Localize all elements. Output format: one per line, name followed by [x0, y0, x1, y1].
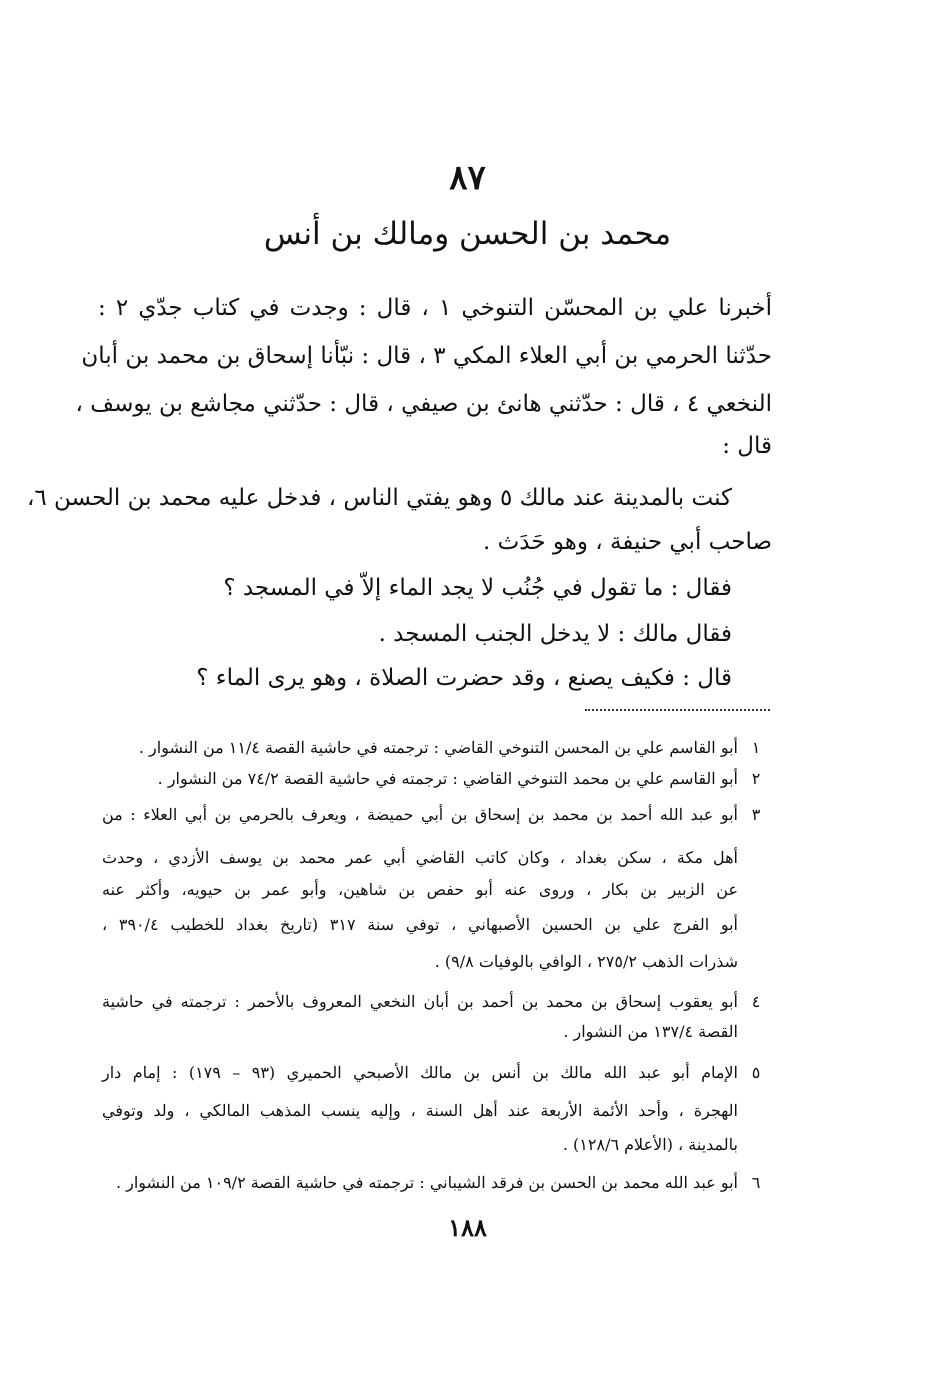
footnote-line: أبو الفرج علي بن الحسين الأصبهاني ، توفي سنة ٣١٧ (تاريخ بغداد للخطيب ٣٩٠/٤ ،: [102, 915, 739, 934]
footnote-line: بالمدينة ، (الأعلام ١٢٨/٦) .: [562, 1135, 738, 1154]
paragraph-line: أخبرنا علي بن المحسّن التنوخي ١ ، قال : وجدت في كتاب جدّي ٢ :: [98, 295, 773, 321]
footnote-number: ٢: [751, 769, 761, 788]
footnote-number: ٦: [751, 1173, 761, 1192]
footnote-line: أبو عبد الله أحمد بن محمد بن إسحاق بن أبي حميضة ، ويعرف بالحرمي بن أبي العلاء : من: [102, 805, 738, 824]
footnote-divider: [585, 709, 770, 711]
page-number: ١٨٨: [448, 1213, 487, 1242]
paragraph-line: النخعي ٤ ، قال : حدّثني هانئ بن صيفي ، قال : حدّثني مجاشع بن يوسف ،: [75, 391, 772, 417]
dialogue-line: فقال : ما تقول في جُنُب لا يجد الماء إلاّ في المسجد ؟: [223, 575, 732, 601]
footnote-line: الهجرة ، وأحد الأئمة الأربعة عند أهل السنة ، وإليه ينسب المذهب المالكي ، ولد وتوفي: [102, 1101, 739, 1120]
paragraph-line: قال :: [722, 433, 772, 459]
paragraph-line: حدّثنا الحرمي بن أبي العلاء المكي ٣ ، قال : نبّأنا إسحاق بن محمد بن أبان: [81, 343, 772, 369]
paragraph-line: صاحب أبي حنيفة ، وهو حَدَث .: [482, 529, 772, 555]
story-title: محمد بن الحسن ومالك بن أنس: [263, 216, 672, 252]
footnote-line: أبو عبد الله محمد بن الحسن بن فرقد الشيباني : ترجمته في حاشية القصة ١٠٩/٢ من النشوار .: [115, 1173, 738, 1192]
story-number: ٨٧: [449, 158, 486, 198]
paragraph-line: كنت بالمدينة عند مالك ٥ وهو يفتي الناس ، فدخل عليه محمد بن الحسن ٦،: [26, 485, 732, 511]
footnote-line: القصة ١٣٧/٤ من النشوار .: [563, 1022, 738, 1041]
footnote-line: أبو يعقوب إسحاق بن محمد بن أحمد بن أبان النخعي المعروف بالأحمر : ترجمته في حاشية: [102, 992, 738, 1011]
footnote-line: أبو القاسم علي بن محمد التنوخي القاضي : ترجمته في حاشية القصة ٧٤/٢ من النشوار .: [157, 769, 738, 788]
footnote-line: الإمام أبو عبد الله مالك بن أنس بن مالك الأصبحي الحميري (٩٣ – ١٧٩) : إمام دار: [102, 1063, 739, 1082]
footnote-number: ٤: [751, 992, 761, 1011]
footnote-number: ٥: [751, 1063, 761, 1082]
dialogue-line: قال : فكيف يصنع ، وقد حضرت الصلاة ، وهو يرى الماء ؟: [196, 665, 732, 691]
footnote-line: أبو القاسم علي بن المحسن التنوخي القاضي : ترجمته في حاشية القصة ١١/٤ من النشوار .: [138, 738, 738, 757]
footnote-number: ١: [751, 738, 761, 757]
footnote-number: ٣: [751, 805, 761, 824]
dialogue-line: فقال مالك : لا يدخل الجنب المسجد .: [378, 621, 732, 647]
footnote-line: أهل مكة ، سكن بغداد ، وكان كاتب القاضي أبي عمر محمد بن يوسف الأزدي ، وحدث: [102, 848, 738, 867]
footnote-line: عن الزبير بن بكار ، وروى عنه أبو حفص بن شاهين، وأبو عمر بن حيويه، وأكثر عنه: [102, 880, 738, 899]
footnote-line: شذرات الذهب ٢٧٥/٢ ، الوافي بالوفيات ٩/٨) .: [434, 952, 738, 971]
